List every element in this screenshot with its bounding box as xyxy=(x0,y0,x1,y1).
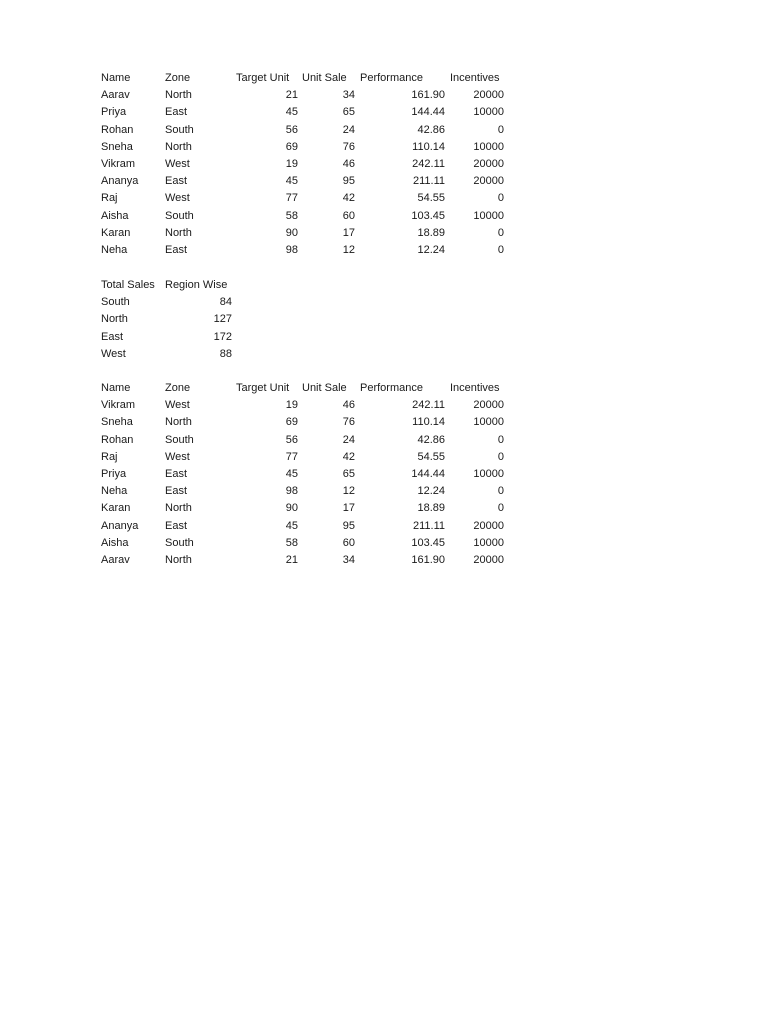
cell-incentives: 20000 xyxy=(473,175,504,188)
cell-target-unit: 45 xyxy=(285,106,298,119)
cell-performance: 54.55 xyxy=(417,192,445,205)
header-performance: Performance xyxy=(360,382,423,394)
cell-incentives: 0 xyxy=(497,123,504,136)
cell-target-unit: 98 xyxy=(285,485,298,498)
cell-target-unit: 69 xyxy=(285,416,298,429)
cell-target-unit: 45 xyxy=(285,175,298,188)
cell-unit-sale: 46 xyxy=(342,157,355,170)
cell-incentives: 20000 xyxy=(473,553,504,566)
cell-target-unit: 58 xyxy=(285,209,298,222)
cell-name: Raj xyxy=(101,192,118,205)
cell-unit-sale: 42 xyxy=(342,192,355,205)
cell-incentives: 20000 xyxy=(473,519,504,532)
cell-unit-sale: 76 xyxy=(342,416,355,429)
cell-name: Rohan xyxy=(101,433,134,446)
cell-incentives: 0 xyxy=(497,243,504,256)
header-name: Name xyxy=(101,382,131,394)
cell-name: Karan xyxy=(101,502,131,515)
cell-region-total: 127 xyxy=(213,313,232,326)
cell-target-unit: 56 xyxy=(285,123,298,136)
cell-zone: North xyxy=(165,89,192,102)
cell-performance: 144.44 xyxy=(411,106,445,119)
cell-target-unit: 19 xyxy=(285,157,298,170)
cell-unit-sale: 12 xyxy=(342,485,355,498)
cell-zone: East xyxy=(165,519,188,532)
cell-target-unit: 69 xyxy=(285,140,298,153)
cell-incentives: 0 xyxy=(497,192,504,205)
cell-unit-sale: 12 xyxy=(342,243,355,256)
cell-performance: 42.86 xyxy=(417,433,445,446)
cell-target-unit: 90 xyxy=(285,226,298,239)
cell-region: North xyxy=(101,313,128,326)
cell-name: Aisha xyxy=(101,209,129,222)
cell-incentives: 10000 xyxy=(473,416,504,429)
cell-name: Priya xyxy=(101,106,127,119)
cell-performance: 211.11 xyxy=(412,519,445,532)
cell-name: Vikram xyxy=(101,399,136,412)
cell-zone: East xyxy=(165,243,188,256)
cell-name: Karan xyxy=(101,226,131,239)
cell-region-total: 172 xyxy=(213,330,232,343)
cell-target-unit: 45 xyxy=(285,519,298,532)
cell-unit-sale: 65 xyxy=(342,106,355,119)
cell-name: Aarav xyxy=(101,553,130,566)
cell-performance: 54.55 xyxy=(417,450,445,463)
cell-target-unit: 58 xyxy=(285,536,298,549)
cell-zone: East xyxy=(165,106,188,119)
cell-target-unit: 90 xyxy=(285,502,298,515)
cell-unit-sale: 42 xyxy=(342,450,355,463)
header-zone: Zone xyxy=(165,382,191,394)
cell-zone: South xyxy=(165,123,194,136)
cell-performance: 161.90 xyxy=(411,89,445,102)
cell-target-unit: 21 xyxy=(285,89,298,102)
cell-region: West xyxy=(101,347,126,360)
cell-zone: South xyxy=(165,433,194,446)
cell-zone: West xyxy=(165,450,190,463)
cell-region-total: 88 xyxy=(219,347,232,360)
cell-zone: North xyxy=(165,140,192,153)
cell-incentives: 0 xyxy=(497,226,504,239)
cell-region: East xyxy=(101,330,124,343)
cell-incentives: 10000 xyxy=(473,140,504,153)
header-target-unit: Target Unit xyxy=(236,382,290,394)
cell-performance: 110.14 xyxy=(412,416,445,429)
cell-incentives: 0 xyxy=(497,433,504,446)
cell-incentives: 10000 xyxy=(473,467,504,480)
cell-name: Sneha xyxy=(101,416,133,429)
cell-region: South xyxy=(101,296,130,309)
cell-target-unit: 19 xyxy=(285,399,298,412)
cell-zone: South xyxy=(165,536,194,549)
cell-zone: East xyxy=(165,467,188,480)
cell-zone: West xyxy=(165,399,190,412)
cell-unit-sale: 76 xyxy=(342,140,355,153)
header-unit-sale: Unit Sale xyxy=(302,382,347,394)
cell-performance: 12.24 xyxy=(417,485,445,498)
cell-zone: East xyxy=(165,485,188,498)
cell-unit-sale: 17 xyxy=(342,502,355,515)
cell-name: Aisha xyxy=(101,536,129,549)
cell-name: Sneha xyxy=(101,140,133,153)
cell-zone: North xyxy=(165,502,192,515)
cell-performance: 103.45 xyxy=(411,209,445,222)
cell-performance: 18.89 xyxy=(417,226,445,239)
cell-unit-sale: 95 xyxy=(342,519,355,532)
cell-incentives: 10000 xyxy=(473,209,504,222)
cell-performance: 103.45 xyxy=(411,536,445,549)
cell-name: Aarav xyxy=(101,89,130,102)
cell-zone: North xyxy=(165,553,192,566)
cell-unit-sale: 24 xyxy=(342,123,355,136)
cell-performance: 18.89 xyxy=(417,502,445,515)
cell-incentives: 20000 xyxy=(473,89,504,102)
header-incentives: Incentives xyxy=(450,72,500,84)
cell-target-unit: 21 xyxy=(285,553,298,566)
header-unit-sale: Unit Sale xyxy=(302,72,347,84)
cell-unit-sale: 34 xyxy=(342,89,355,102)
cell-target-unit: 77 xyxy=(285,450,298,463)
cell-incentives: 20000 xyxy=(473,399,504,412)
header-target-unit: Target Unit xyxy=(236,72,290,84)
cell-zone: West xyxy=(165,157,190,170)
cell-performance: 12.24 xyxy=(417,243,445,256)
cell-unit-sale: 65 xyxy=(342,467,355,480)
header-incentives: Incentives xyxy=(450,382,500,394)
cell-name: Neha xyxy=(101,485,128,498)
header-total-sales: Total Sales xyxy=(101,279,155,291)
header-zone: Zone xyxy=(165,72,191,84)
cell-performance: 242.11 xyxy=(412,157,445,170)
cell-target-unit: 77 xyxy=(285,192,298,205)
cell-unit-sale: 46 xyxy=(342,399,355,412)
cell-zone: West xyxy=(165,192,190,205)
cell-target-unit: 45 xyxy=(285,467,298,480)
header-region-wise: Region Wise xyxy=(165,279,228,291)
cell-performance: 161.90 xyxy=(411,553,445,566)
cell-unit-sale: 60 xyxy=(342,209,355,222)
cell-performance: 110.14 xyxy=(412,140,445,153)
cell-unit-sale: 17 xyxy=(342,226,355,239)
cell-name: Neha xyxy=(101,243,128,256)
cell-performance: 211.11 xyxy=(412,175,445,188)
cell-incentives: 0 xyxy=(497,450,504,463)
cell-region-total: 84 xyxy=(219,296,232,309)
cell-target-unit: 98 xyxy=(285,243,298,256)
cell-incentives: 0 xyxy=(497,502,504,515)
cell-name: Rohan xyxy=(101,123,134,136)
cell-zone: South xyxy=(165,209,194,222)
cell-incentives: 10000 xyxy=(473,536,504,549)
cell-unit-sale: 60 xyxy=(342,536,355,549)
header-performance: Performance xyxy=(360,72,423,84)
header-name: Name xyxy=(101,72,131,84)
cell-unit-sale: 24 xyxy=(342,433,355,446)
cell-name: Vikram xyxy=(101,157,136,170)
cell-incentives: 20000 xyxy=(473,157,504,170)
cell-performance: 242.11 xyxy=(412,399,445,412)
cell-name: Priya xyxy=(101,467,127,480)
cell-target-unit: 56 xyxy=(285,433,298,446)
cell-zone: East xyxy=(165,175,188,188)
cell-name: Ananya xyxy=(101,519,139,532)
cell-incentives: 10000 xyxy=(473,106,504,119)
cell-zone: North xyxy=(165,416,192,429)
cell-performance: 42.86 xyxy=(417,123,445,136)
cell-name: Ananya xyxy=(101,175,139,188)
cell-zone: North xyxy=(165,226,192,239)
cell-incentives: 0 xyxy=(497,485,504,498)
cell-unit-sale: 95 xyxy=(342,175,355,188)
cell-unit-sale: 34 xyxy=(342,553,355,566)
cell-name: Raj xyxy=(101,450,118,463)
cell-performance: 144.44 xyxy=(411,467,445,480)
